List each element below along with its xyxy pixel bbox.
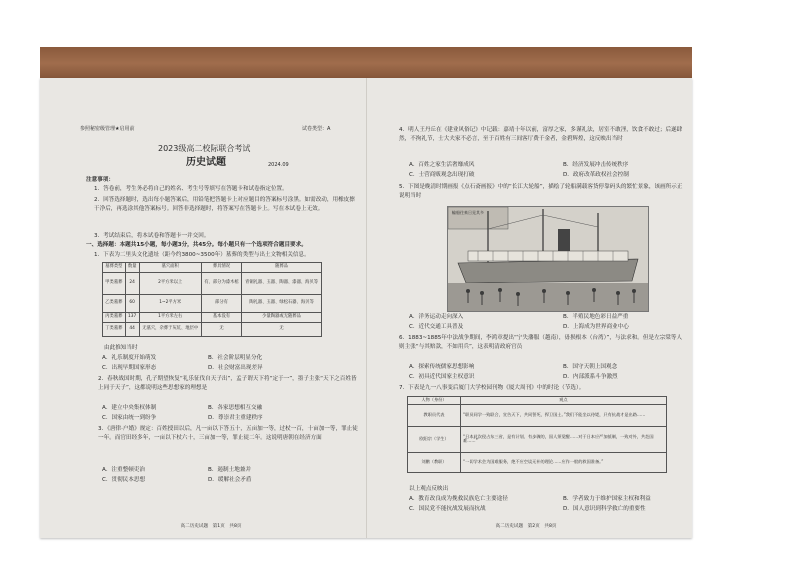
q2-option-d[interactable]: D．尊崇君主重建秩序 [208,415,263,421]
exam-paper [40,78,692,538]
q6-stem: 6．1883~1885年中法战争期间，李鸿章提出“宁失藩服（越南），毋损根本（台湾）”，与法求和。但是左宗棠等人则主张“与其赔款，不如用兵”，这表明清政府官员 [399,335,683,350]
q1-option-d[interactable]: D．社会财富出现差异 [208,365,263,371]
q2-stem: 2．春秋战国时期，孔子期望恢复“礼乐征伐自天子出”，孟子谓天下将“定于一”，墨子主张“天下之百姓皆上同于天子”，这都说明这些思想家的理想是 [98,376,357,391]
steamship-drawing [448,207,648,311]
q1-cell: 24 [125,273,139,295]
q4-stem: 4．明人王丹丘在《建业风俗记》中记载：嘉靖十年以前，富厚之家，多谨礼法，居室不敢淫，饮食不敢过；后遂肆然，不拘礼节，士大夫家不必言，至于百姓有三间客厅费千金者，金碧辉煌，这反映出当时 [399,127,683,142]
q5-option-c[interactable]: C．近代交通工具普及 [409,324,464,330]
q1-option-c[interactable]: C．出现早期国家形态 [102,365,157,371]
q7-header-cell: 人物（身份） [408,397,461,405]
q1-cell: 有、部分为漆木棺 [201,273,241,295]
q5-option-d[interactable]: D．上海成为世界商业中心 [563,324,629,330]
q4-option-b[interactable]: B．经济发展冲击传统秩序 [563,162,629,168]
q1-lead: 由此推知当时 [104,345,138,351]
q1-stem: 1．下表为二里头文化遗址（距今约3800~3500年）墓葬的类型与出土文物相关信息。 [94,252,310,258]
exam-date: 2024.09 [268,162,289,168]
page-2 [366,78,693,538]
q7-stem: 7．下表是九一八事变后厦门大学校园刊物《厦大周刊》中的时论（节选）。 [399,385,585,391]
q1-header-cell: 数量 [125,263,139,273]
q1-cell: 陶礼器、玉器、绿松石器、海贝等 [242,295,322,313]
q5-option-a[interactable]: A．洋务运动走向深入 [409,314,464,320]
q1-cell: 青铜礼器、玉器、陶器、漆器、海贝等 [242,273,322,295]
q1-cell: 无 [201,323,241,337]
page-1 [40,78,366,538]
q1-cell: 44 [125,323,139,337]
q1-cell: 无 [242,323,322,337]
q1-cell: 甲类墓葬 [103,273,126,295]
q3-option-b[interactable]: B．遏制土地兼并 [208,467,251,473]
q6-option-c[interactable]: C．初具近代国家主权意识 [409,374,475,380]
q1-cell: 60 [125,295,139,313]
page-2-footer: 高二历史试题 第2页 共8页 [495,523,557,529]
exam-title: 2023级高二校际联合考试 [158,144,251,153]
q1-cell: 2平方米以上 [139,273,201,295]
q7-lead: 以上观点反映出 [409,486,449,492]
q7-cell: “日本此次侵占东三省，是有计划、有步骤的，国人须觉醒……对于日本应严加抵制，一致对外，共赴国难……” [461,426,667,452]
q1-header-cell: 墓葬类型 [103,263,126,273]
q1-cell: 无墓穴，杂葬于灰坑、地层中 [139,323,201,337]
paper-type: 试卷类型：A [302,126,331,132]
q5-option-b[interactable]: B．半殖民地色彩日益严重 [563,314,629,320]
notice-1: 1．答卷前，考生务必将自己的姓名、考生号等填写在答题卡和试卷指定位置。 [94,186,288,192]
q3-option-d[interactable]: D．缓解社会矛盾 [208,477,252,483]
q5-stem: 5．下图是晚清时期画报《点石斋画报》中的“长江大轮船”，描绘了轮船满载客货停靠码头的繁忙景象，该画所示正说明当时 [399,184,683,199]
q7-option-d[interactable]: D．国人意识到科学救亡的重要性 [563,506,646,512]
confidential-header: 参照秘密级管理★启用前 [80,126,135,132]
q7-option-c[interactable]: C．国民党不能抗战发展而抗战 [409,506,486,512]
illustration-caption: 輪船往來日見其多 [452,210,484,215]
q7-opinion-table [407,396,667,473]
section-heading: 一、选择题：本题共15小题，每小题3分，共45分。每小题只有一个选项符合题目要求。 [86,242,307,248]
q3-option-a[interactable]: A．注重整顿吏治 [102,467,145,473]
q1-option-a[interactable]: A．礼乐制度开始萌发 [102,355,157,361]
q7-header-cell: 观点 [461,397,667,405]
q7-cell: 刘鹏（教职） [408,452,461,472]
notice-title: 注意事项： [86,177,114,183]
q1-header-cell: 随葬品 [242,263,322,273]
q1-burial-table [102,262,322,337]
subject-title: 历史试题 [186,157,226,168]
q1-option-b[interactable]: B．社会阶层明显分化 [208,355,263,361]
q1-cell: 少量陶器或无随葬品 [242,313,322,323]
notice-3: 3．考试结束后，将本试卷和答题卡一并交回。 [94,233,210,239]
q1-cell: 137 [125,313,139,323]
q6-option-a[interactable]: A．探索传统儒家思想影响 [409,364,475,370]
q7-cell: “职员同学一致联合，宣告天下，共同誓死，捍卫国土。”我们不能坐以待毙，只有抗战才是出路…… [461,404,667,426]
q1-cell: 基本没有 [201,313,241,323]
page-1-footer: 高二历史试题 第1页 共8页 [180,523,242,529]
q3-option-c[interactable]: C．贯彻民本思想 [102,477,146,483]
q7-option-a[interactable]: A．教育改良成为挽救民族危亡主要途径 [409,496,508,502]
q7-option-b[interactable]: B．学者致力于维护国家主权和利益 [563,496,651,502]
steamship-illustration [447,206,649,312]
q1-cell: 丙类墓葬 [103,313,126,323]
q6-option-b[interactable]: B．国守天朝上国观念 [563,364,618,370]
q1-cell: 1~2平方米 [139,295,201,313]
q7-cell: 欧阳宗（学生） [408,426,461,452]
q4-option-d[interactable]: D．政府改革政权社会控制 [563,172,629,178]
q7-cell: 教职员代表 [408,404,461,426]
q6-option-d[interactable]: D．内部派系斗争激烈 [563,374,618,380]
q4-option-a[interactable]: A．百姓之家生活奢靡成风 [409,162,475,168]
q1-header-cell: 墓穴面积 [139,263,201,273]
q2-option-a[interactable]: A．建立中央集权体制 [102,405,157,411]
notice-2: 2．回答选择题时，选出每小题答案后，用铅笔把答题卡上对应题目的答案标号涂黑。如需改动，用橡皮擦干净后，再选涂其他答案标号。回答非选择题时，将答案写在答题卡上。写在本试卷上无效。 [94,197,355,212]
q1-cell: 丁类墓葬 [103,323,126,337]
q2-option-b[interactable]: B．各家思想相互交融 [208,405,263,411]
q4-option-c[interactable]: C．士营商贩观念出现打破 [409,172,475,178]
q3-stem: 3．《唐律·户婚》规定：百姓授田以后，凡一亩以下答五十，五亩加一等，过杖一百，十亩加一等，罪止徒一年。而官田经多年，一亩以下杖六十，三亩加一等，罪止徒二年。这说明唐朝在经济方面 [98,426,358,441]
q2-option-c[interactable]: C．国家由统一到纷争 [102,415,157,421]
q1-cell: 部分有 [201,295,241,313]
q1-cell: 1平方米左右 [139,313,201,323]
q1-cell: 乙类墓葬 [103,295,126,313]
q1-header-cell: 葬具情况 [201,263,241,273]
q7-cell: “一切学术会为国难服务，绝不应空谈无补的理论……应作一般的救国准备。” [461,452,667,472]
